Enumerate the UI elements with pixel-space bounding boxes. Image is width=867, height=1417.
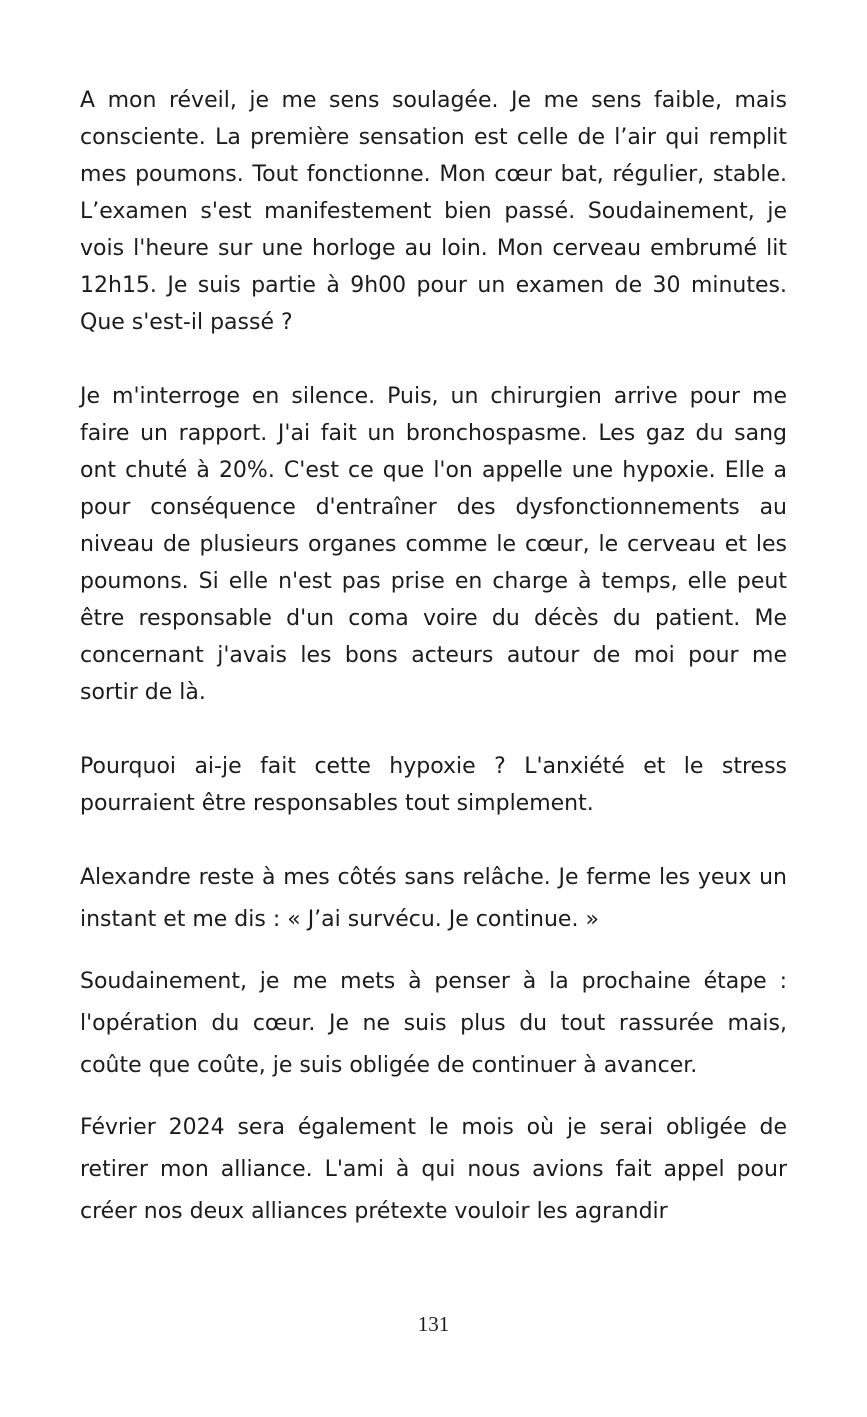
paragraph-4: Alexandre reste à mes côtés sans relâche. Je ferme les yeux un instant et me dis : « J’ai survécu. Je continue. » bbox=[80, 865, 787, 932]
page-number: 131 bbox=[417, 1312, 450, 1336]
page-body bbox=[80, 82, 787, 1233]
paragraph-1: A mon réveil, je me sens soulagée. Je me sens faible, mais consciente. La première sensation est celle de l’air qui remplit mes poumons. Tout fonctionne. Mon cœur bat, régulier, stable. L’examen s'est manifestement bien passé. Soudainement, je vois l'heure sur une horloge au loin. Mon cerveau embrumé lit 12h15. Je suis partie à 9h00 pour un examen de 30 minutes. Que s'est-il passé ? bbox=[80, 88, 787, 335]
paragraph-6: Février 2024 sera également le mois où je serai obligée de retirer mon alliance. L'ami à qui nous avions fait appel pour créer nos deux alliances prétexte vouloir les agrandir bbox=[80, 1115, 787, 1224]
paragraph-5: Soudainement, je me mets à penser à la prochaine étape : l'opération du cœur. Je ne suis plus du tout rassurée mais, coûte que coûte, je suis obligée de continuer à avancer. bbox=[80, 969, 787, 1078]
paragraph-3: Pourquoi ai-je fait cette hypoxie ? L'anxiété et le stress pourraient être responsables tout simplement. bbox=[80, 754, 787, 816]
paragraph-2: Je m'interroge en silence. Puis, un chirurgien arrive pour me faire un rapport. J'ai fait un bronchospasme. Les gaz du sang ont chuté à 20%. C'est ce que l'on appelle une hypoxie. Elle a pour conséquence d'entraîner des dysfonctionnements au niveau de plusieurs organes comme le cœur, le cerveau et les poumons. Si elle n'est pas prise en charge à temps, elle peut être responsable d'un coma voire du décès du patient. Me concernant j'avais les bons acteurs autour de moi pour me sortir de là. bbox=[80, 384, 787, 705]
